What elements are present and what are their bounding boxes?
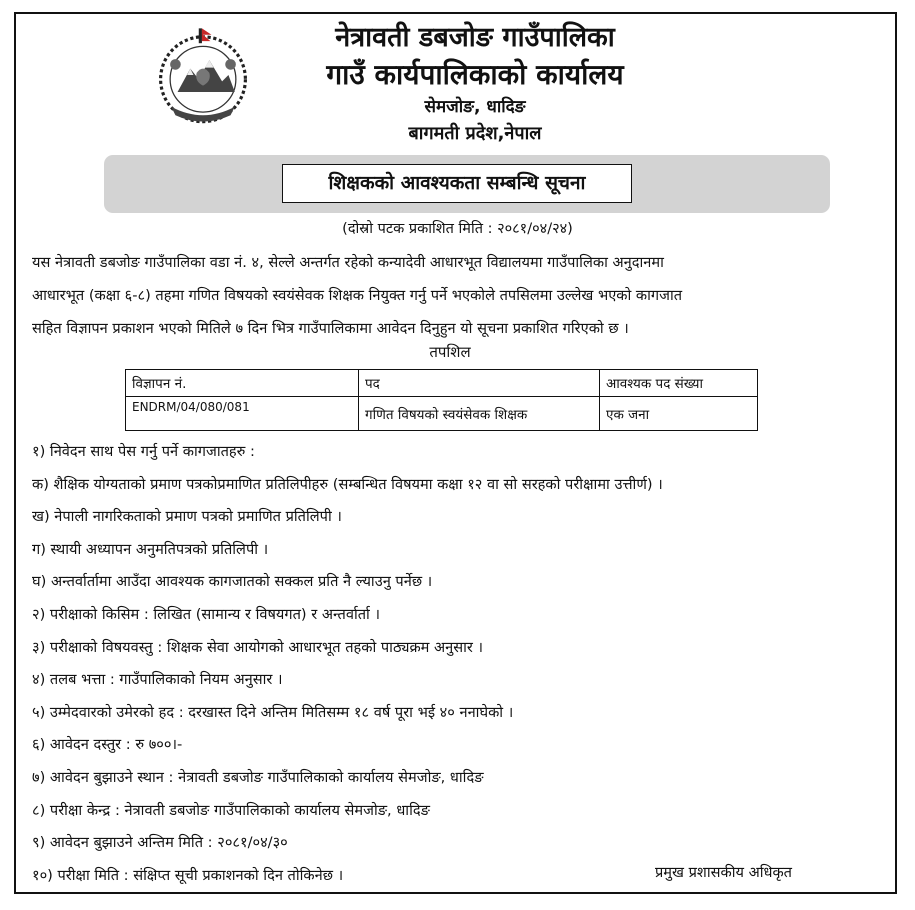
cell-count: एक जना [600,397,758,431]
list-item: ग) स्थायी अध्यापन अनुमतिपत्रको प्रतिलिपी । [32,540,269,558]
details-title: तपशिल [429,343,471,361]
column-header-count: आवश्यक पद संख्या [600,370,758,397]
office-address: सेमजोङ, धादिङ [424,97,526,117]
list-item: १०) परीक्षा मिति : संक्षिप्त सूची प्रकाशनको दिन तोकिनेछ । [32,866,344,884]
signatory-title: प्रमुख प्रशासकीय अधिकृत [655,864,793,881]
list-item: १) निवेदन साथ पेस गर्नु पर्ने कागजातहरु : [32,443,255,460]
cell-ad-number: ENDRM/04/080/081 [126,397,359,431]
table-row [126,397,758,431]
list-item: घ) अन्तर्वार्तामा आउँदा आवश्यक कागजातको सक्कल प्रति नै ल्याउनु पर्नेछ । [32,573,433,591]
list-item: ६) आवेदन दस्तुर : रु ७००।- [32,736,183,754]
notice-paragraph [32,246,892,345]
paragraph-line: आधारभूत (कक्षा ६-८) तहमा गणित विषयको स्वयंसेवक शिक्षक नियुक्त गर्नु पर्ने भएकोले तपसिलमा उल्लेख भएको कागजात [32,287,683,304]
requirements-list [32,436,902,892]
table-header-row [126,370,758,397]
published-date: (दोस्रो पटक प्रकाशित मिति : २०८१/०४/२४) [342,221,573,237]
list-item: ५) उम्मेदवारको उमेरको हद : दरखास्त दिने अन्तिम मितिसम्म १८ वर्ष पूरा भई ४० ननाघेको । [32,703,514,721]
office-name: गाउँ कार्यपालिकाको कार्यालय [326,58,624,91]
list-item: २) परीक्षाको किसिम : लिखित (सामान्य र विषयगत) र अन्तर्वार्ता । [32,605,380,623]
vacancy-table [125,369,758,431]
list-item: ७) आवेदन बुझाउने स्थान : नेत्रावती डबजोङ गाउँपालिकाको कार्यालय सेमजोङ, धादिङ [32,768,484,786]
list-item: ख) नेपाली नागरिकताको प्रमाण पत्रको प्रमाणित प्रतिलिपी । [32,508,342,526]
column-header-position: पद [359,370,600,397]
list-item: ३) परीक्षाको विषयवस्तु : शिक्षक सेवा आयोगको आधारभूत तहको पाठ्यक्रम अनुसार । [32,638,484,656]
municipality-name: नेत्रावती डबजोङ गाउँपालिका [335,22,615,53]
province-name: बागमती प्रदेश,नेपाल [408,123,542,144]
cell-position: गणित विषयको स्वयंसेवक शिक्षक [359,397,600,431]
notice-title: शिक्षकको आवश्यकता सम्बन्धि सूचना [282,164,632,203]
column-header-ad-number: विज्ञापन नं. [126,370,359,397]
paragraph-line: यस नेत्रावती डबजोङ गाउँपालिका वडा नं. ४, सेल्ले अन्तर्गत रहेको कन्यादेवी आधारभूत विद्यालयमा गाउँपालिका अनुदानमा [32,254,664,271]
list-item: क) शैक्षिक योग्यताको प्रमाण पत्रकोप्रमाणित प्रतिलिपीहरु (सम्बन्धित विषयमा कक्षा १२ वा सो सरहको परीक्षामा उत्तीर्ण) । [32,475,663,493]
list-item: ८) परीक्षा केन्द्र : नेत्रावती डबजोङ गाउँपालिकाको कार्यालय सेमजोङ, धादिङ [32,801,430,819]
list-item: ९) आवेदन बुझाउने अन्तिम मिति : २०८१/०४/३० [32,834,288,852]
paragraph-line: सहित विज्ञापन प्रकाशन भएको मितिले ७ दिन भित्र गाउँपालिकामा आवेदन दिनुहुन यो सूचना प्रकाशित गरिएको छ । [32,320,629,337]
letterhead [240,18,710,148]
list-item: ४) तलब भत्ता : गाउँपालिकाको नियम अनुसार । [32,671,283,689]
